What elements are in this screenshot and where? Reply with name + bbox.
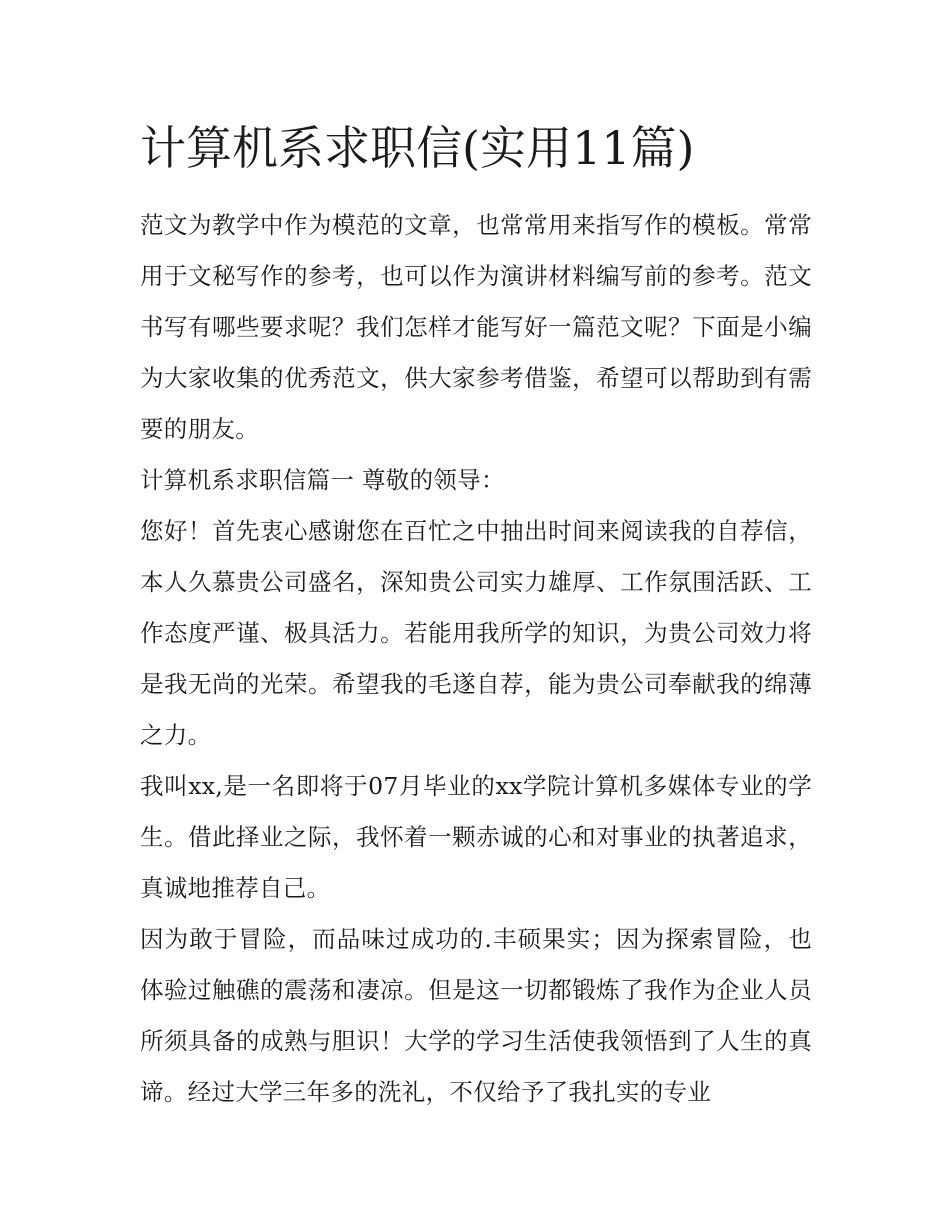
document-body (140, 200, 812, 1118)
document-title: 计算机系求职信(实用11篇) (140, 121, 695, 175)
intro-paragraph: 范文为教学中作为模范的文章，也常常用来指写作的模板。常常用于文秘写作的参考，也可以作为演讲材料编写前的参考。范文书写有哪些要求呢？我们怎样才能写好一篇范文呢？下面是小编为大家收集的优秀范文，供大家参考借鉴，希望可以帮助到有需要的朋友。 (140, 211, 812, 443)
body-paragraph: 您好！首先衷心感谢您在百忙之中抽出时间来阅读我的自荐信，本人久慕贵公司盛名，深知贵公司实力雄厚、工作氛围活跃、工作态度严谨、极具活力。若能用我所学的知识，为贵公司效力将是我无尚的光荣。希望我的毛遂自荐，能为贵公司奉献我的绵薄之力。 (140, 517, 812, 749)
body-paragraph: 因为敢于冒险，而品味过成功的.丰硕果实；因为探索冒险，也体验过触礁的震荡和凄凉。但是这一切都锻炼了我作为企业人员所须具备的成熟与胆识！大学的学习生活使我领悟到了人生的真谛。经过大学三年多的洗礼，不仅给予了我扎实的专业 (140, 925, 812, 1106)
body-paragraph: 我叫xx,是一名即将于07月毕业的xx学院计算机多媒体专业的学生。借此择业之际，我怀着一颗赤诚的心和对事业的执著追求，真诚地推荐自己。 (140, 772, 812, 902)
letter-heading: 计算机系求职信篇一 尊敬的领导： (140, 466, 505, 494)
